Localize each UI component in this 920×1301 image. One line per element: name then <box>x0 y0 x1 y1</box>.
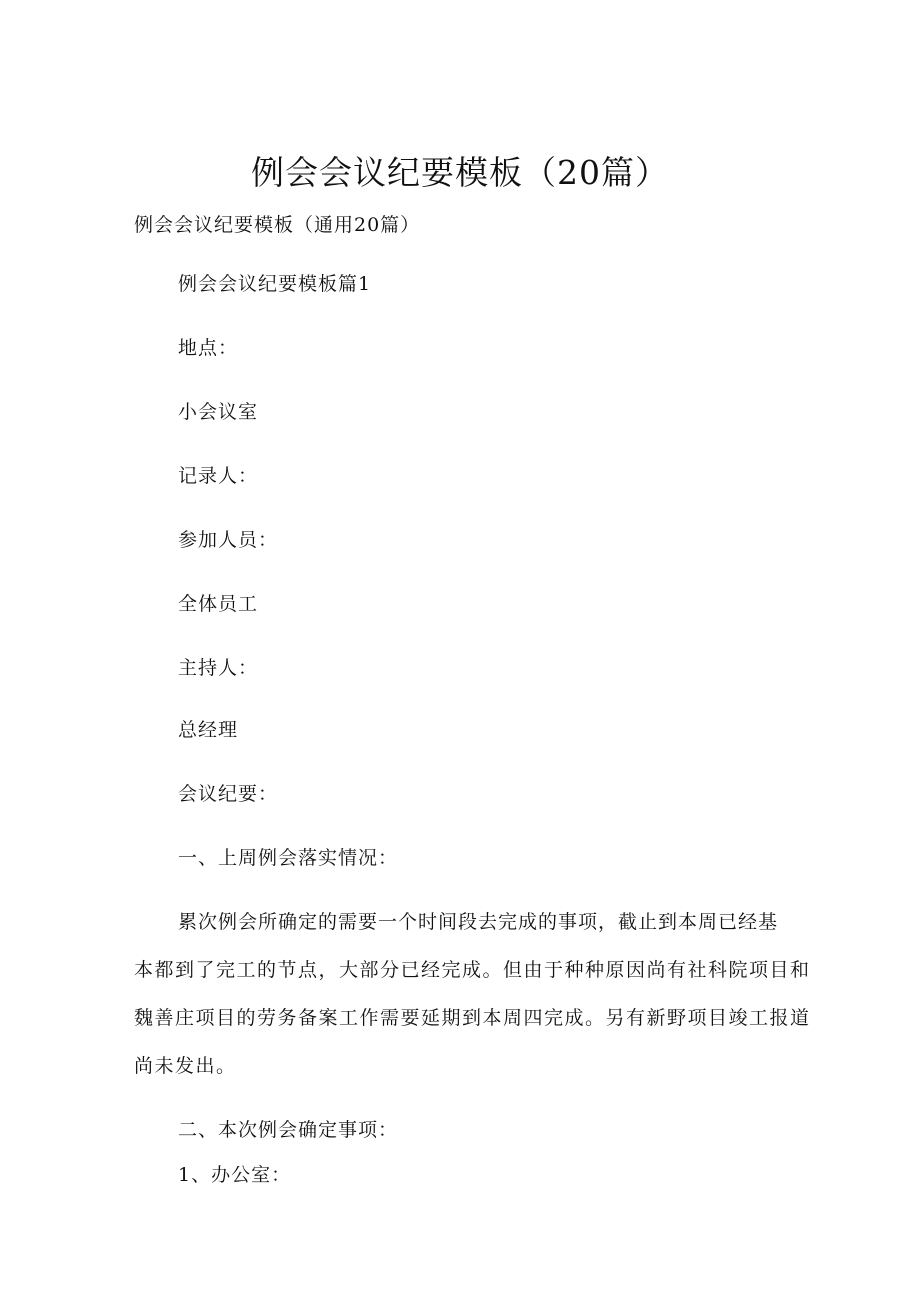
attendees-value: 全体员工 <box>178 593 259 615</box>
minutes-label: 会议纪要： <box>178 783 279 805</box>
part1-heading: 一、上周例会落实情况： <box>178 847 399 869</box>
location-value: 小会议室 <box>178 401 259 423</box>
part1-body-line: 累次例会所确定的需要一个时间段去完成的事项，截止到本周已经基 <box>178 911 779 933</box>
document-subtitle: 例会会议纪要模板（通用20篇） <box>134 214 421 236</box>
document-title: 例会会议纪要模板（20篇） <box>251 153 669 192</box>
host-label: 主持人： <box>178 657 259 679</box>
host-value: 总经理 <box>178 719 239 741</box>
part2-heading: 二、本次例会确定事项： <box>178 1119 399 1141</box>
part1-body-line: 尚未发出。 <box>134 1055 237 1077</box>
section-heading: 例会会议纪要模板篇1 <box>178 273 372 295</box>
part1-body-line: 魏善庄项目的劳务备案工作需要延期到本周四完成。另有新野项目竣工报道 <box>134 1007 811 1029</box>
attendees-label: 参加人员： <box>178 529 279 551</box>
location-label: 地点： <box>178 337 239 359</box>
recorder-label: 记录人： <box>178 465 259 487</box>
item1-label: 1、办公室： <box>178 1164 292 1186</box>
part1-body-line: 本都到了完工的节点，大部分已经完成。但由于种种原因尚有社科院项目和 <box>134 959 811 981</box>
